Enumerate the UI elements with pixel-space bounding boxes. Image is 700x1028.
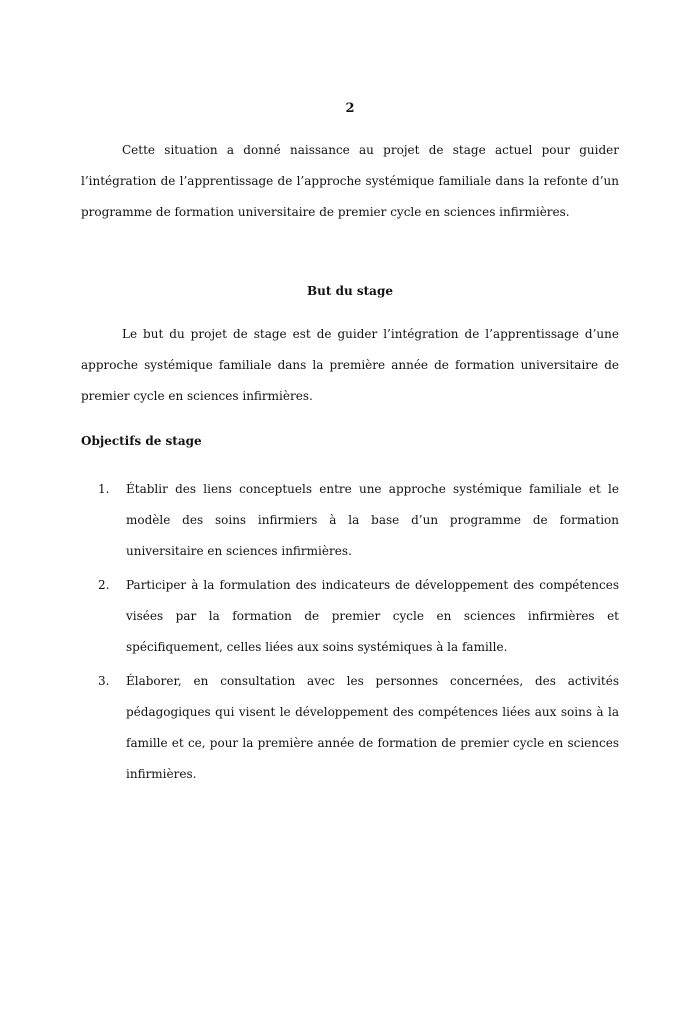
- objective-item-1: [81, 474, 619, 567]
- goal-paragraph: Le but du projet de stage est de guider l’intégration de l’apprentissage d’une approche systémique familiale dans la première année de formation universitaire de premier cycle en sciences infirmières.: [81, 327, 619, 403]
- objective-text: Établir des liens conceptuels entre une approche systémique familiale et le modèle des soins infirmiers à la base d’un programme de formation universitaire en sciences infirmières.: [126, 482, 619, 558]
- objective-text: Participer à la formulation des indicateurs de développement des compétences visées par la formation de premier cycle en sciences infirmières et spécifiquement, celles liées aux soins systémiques à la famille.: [126, 578, 619, 654]
- objectives-heading: Objectifs de stage: [81, 434, 202, 448]
- page-number: 2: [345, 101, 355, 116]
- intro-paragraph: Cette situation a donné naissance au projet de stage actuel pour guider l’intégration de l’apprentissage de l’approche systémique familiale dans la refonte d’un programme de formation universitaire de premier cycle en sciences infirmières.: [81, 143, 619, 219]
- objective-item-3: [81, 666, 619, 790]
- objective-number: 2.: [98, 578, 110, 592]
- objectives-list: [81, 474, 619, 793]
- objective-number: 3.: [98, 674, 110, 688]
- objective-number: 1.: [98, 482, 110, 496]
- objective-text: Élaborer, en consultation avec les personnes concernées, des activités pédagogiques qui visent le développement des compétences liées aux soins à la famille et ce, pour la première année de formation de premier cycle en sciences infirmières.: [126, 674, 619, 781]
- objective-item-2: [81, 570, 619, 663]
- section-title: But du stage: [307, 284, 393, 298]
